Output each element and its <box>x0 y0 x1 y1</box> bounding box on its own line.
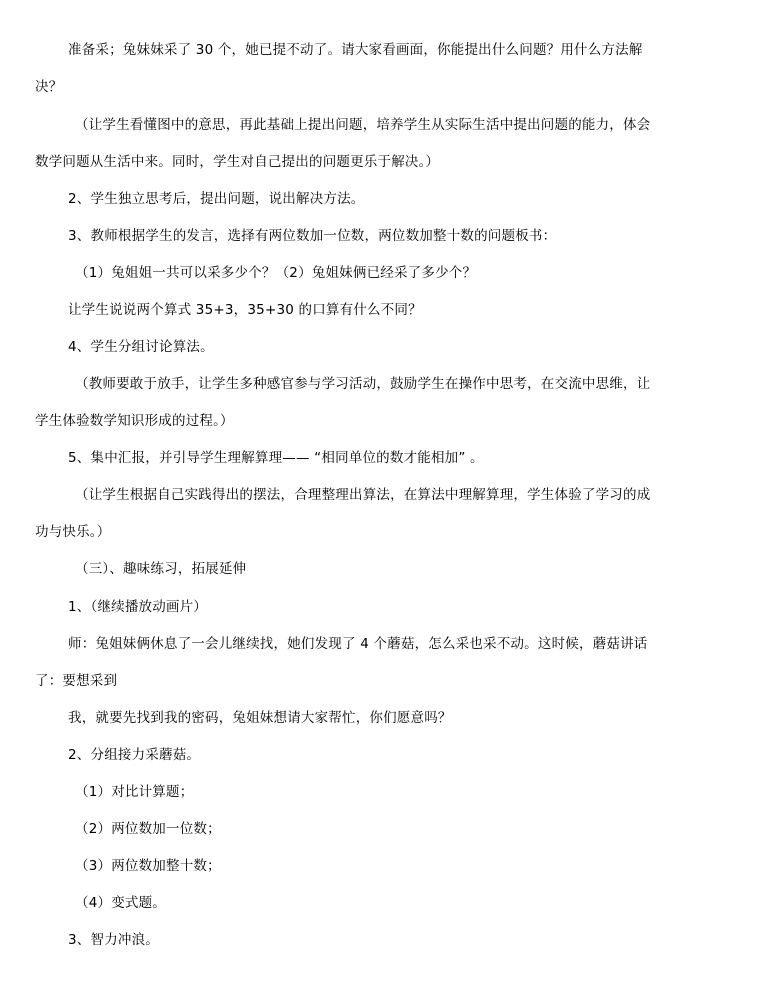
paragraph-line: 决？ <box>35 79 63 95</box>
paragraph-line: （教师要敢于放手，让学生多种感官参与学习活动，鼓励学生在操作中思考，在交流中思维，让 <box>75 376 651 392</box>
paragraph-line: 让学生说说两个算式 35+3，35+30 的口算有什么不同？ <box>68 302 422 318</box>
paragraph-line: 我，就要先找到我的密码，兔姐妹想请大家帮忙，你们愿意吗？ <box>68 710 452 726</box>
paragraph-line: （1）兔姐姐一共可以采多少个？（2）兔姐妹俩已经采了多少个？ <box>75 265 477 281</box>
paragraph-line: 2、分组接力采蘑菇。 <box>68 747 201 763</box>
paragraph-line: 4、学生分组讨论算法。 <box>68 339 214 355</box>
paragraph-line: 了：要想采到 <box>35 673 118 689</box>
paragraph-line: 3、教师根据学生的发言，选择有两位数加一位数，两位数加整十数的问题板书： <box>68 228 557 244</box>
paragraph-line: 功与快乐。） <box>35 524 111 540</box>
paragraph-line: 准备采；兔妹妹采了 30 个，她已提不动了。请大家看画面，你能提出什么问题？用什么方法解 <box>68 42 643 58</box>
paragraph-line: 师：兔姐妹俩休息了一会儿继续找，她们发现了 4 个蘑菇，怎么采也采不动。这时候，蘑菇讲话 <box>68 636 648 652</box>
section-heading: （三）、趣味练习，拓展延伸 <box>75 561 247 577</box>
paragraph-line: （让学生看懂图中的意思，再此基础上提出问题，培养学生从实际生活中提出问题的能力，体会 <box>75 117 651 133</box>
list-item: （2）两位数加一位数； <box>75 821 221 837</box>
paragraph-line: 3、智力冲浪。 <box>68 932 159 948</box>
paragraph-line: 学生体验数学知识形成的过程。） <box>35 413 234 429</box>
list-item: （3）两位数加整十数； <box>75 858 221 874</box>
paragraph-line: 数学问题从生活中来。同时，学生对自己提出的问题更乐于解决。） <box>35 154 440 170</box>
list-item: （1）对比计算题； <box>75 784 194 800</box>
paragraph-line: 1、（继续播放动画片） <box>68 599 208 615</box>
paragraph-line: 2、学生独立思考后，提出问题，说出解决方法。 <box>68 191 365 207</box>
paragraph-line: （让学生根据自己实践得出的摆法，合理整理出算法，在算法中理解算理，学生体验了学习的成 <box>75 487 651 503</box>
list-item: （4）变式题。 <box>75 895 166 911</box>
paragraph-line: 5、集中汇报，并引导学生理解算理—— “相同单位的数才能相加” 。 <box>68 450 484 466</box>
